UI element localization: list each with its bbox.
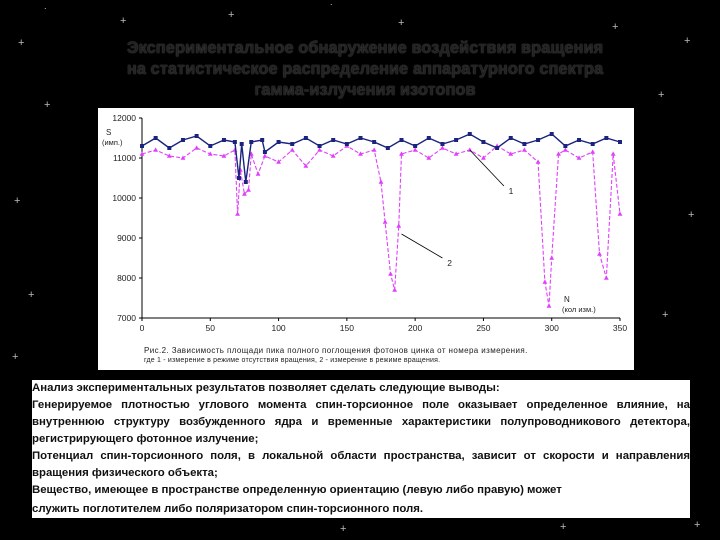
series-point-2 — [536, 159, 541, 163]
x-tick-label: 200 — [408, 323, 423, 333]
series-point-1 — [577, 138, 581, 142]
star-decoration: + — [28, 289, 35, 301]
star-decoration: + — [340, 523, 347, 535]
series-point-2 — [396, 223, 401, 227]
y-tick-label: 9000 — [117, 233, 136, 243]
series-point-2 — [549, 255, 554, 259]
star-decoration: + — [662, 309, 669, 321]
star-decoration: + — [398, 17, 405, 29]
series-point-2 — [263, 153, 268, 157]
star-decoration: + — [560, 521, 567, 533]
conclusion-item-1: Генерируемое плотностью углового момента спин-торсионное поле оказывает определенное влияние, на внутреннюю структуру возбужденного ядра и временные характеристики полупроводникового детектора, регистрирующего фотонное излучение; — [32, 399, 690, 445]
star-decoration: + — [684, 35, 691, 47]
y-tick-label: 11000 — [112, 153, 136, 163]
slide-title-line-1: Экспериментальное обнаружение воздействия вращения — [126, 39, 604, 57]
series-point-2 — [372, 147, 377, 151]
series-point-1 — [522, 142, 526, 146]
series-point-1 — [318, 144, 322, 148]
series-point-1 — [154, 136, 158, 140]
series-point-1 — [550, 132, 554, 136]
x-tick-label: 150 — [339, 323, 354, 333]
series-point-1 — [509, 136, 513, 140]
series-point-1 — [454, 138, 458, 142]
conclusions-text — [32, 380, 690, 518]
figure-caption — [144, 346, 624, 366]
annotation-leader — [401, 234, 442, 258]
slide-title-line-2: на статистическое распределение аппаратурного спектра — [126, 60, 604, 78]
series-point-1 — [167, 146, 171, 150]
series-point-1 — [263, 150, 267, 154]
series-point-1 — [536, 138, 540, 142]
star-decoration: + — [14, 195, 21, 207]
star-decoration: + — [120, 15, 127, 27]
series-point-1 — [140, 144, 144, 148]
series-point-2 — [388, 271, 393, 275]
star-decoration: + — [44, 99, 51, 111]
series-point-1 — [413, 144, 417, 148]
x-tick-label: 50 — [205, 323, 216, 333]
x-axis-label: N — [564, 295, 570, 304]
star-decoration: + — [658, 89, 665, 101]
series-point-1 — [240, 142, 244, 146]
series-point-1 — [440, 142, 444, 146]
series-point-2 — [235, 211, 240, 215]
series-point-1 — [359, 136, 363, 140]
series-point-2 — [256, 171, 261, 175]
series-point-1 — [290, 142, 294, 146]
series-point-2 — [597, 251, 602, 255]
series-point-1 — [208, 144, 212, 148]
caption-line-2: где 1 - измерение в режиме отсутствия вращения, 2 - измерение в режиме вращения. — [144, 357, 441, 364]
series-point-1 — [495, 146, 499, 150]
series-point-1 — [563, 144, 567, 148]
annotation-label: 2 — [447, 258, 452, 268]
series-line-1 — [142, 134, 620, 182]
series-point-1 — [399, 138, 403, 142]
star-decoration: ˙ — [44, 7, 48, 19]
series-point-2 — [611, 151, 616, 155]
series-point-1 — [233, 140, 237, 144]
series-point-1 — [222, 138, 226, 142]
y-tick-label: 12000 — [112, 113, 136, 123]
series-point-2 — [547, 303, 552, 307]
series-point-1 — [277, 140, 281, 144]
star-decoration: + — [694, 519, 701, 531]
slide-title — [60, 38, 670, 101]
star-decoration: + — [18, 37, 25, 49]
series-point-2 — [556, 151, 561, 155]
series-point-2 — [542, 279, 547, 283]
star-decoration: + — [688, 209, 695, 221]
x-tick-label: 350 — [612, 323, 628, 333]
series-point-2 — [440, 145, 445, 149]
series-point-2 — [383, 219, 388, 223]
conclusion-item-3: Вещество, имеющее в пространстве определенную ориентацию (левую либо правую) может — [32, 484, 562, 496]
conclusion-intro: Анализ экспериментальных результатов позволяет сделать следующие выводы: — [32, 382, 500, 394]
series-point-2 — [413, 147, 418, 151]
series-point-2 — [194, 145, 199, 149]
series-point-2 — [246, 187, 251, 191]
y-tick-label: 10000 — [112, 193, 136, 203]
star-decoration: + — [12, 351, 19, 363]
series-point-2 — [290, 147, 295, 151]
series-point-2 — [317, 147, 322, 151]
series-point-2 — [590, 149, 595, 153]
slide-title-line-3: гамма-излучения изотопов — [254, 81, 476, 99]
y-tick-label: 7000 — [117, 313, 136, 323]
star-decoration: + — [228, 9, 235, 21]
series-point-2 — [563, 147, 568, 151]
x-tick-label: 300 — [544, 323, 559, 333]
line-chart — [98, 108, 634, 370]
series-point-1 — [481, 140, 485, 144]
series-point-1 — [331, 138, 335, 142]
series-point-2 — [467, 147, 472, 151]
series-point-1 — [249, 140, 253, 144]
y-axis-unit: (имп.) — [102, 138, 123, 147]
series-line-2 — [142, 146, 620, 306]
conclusion-item-2: Потенциал спин-торсионного поля, в локальной области пространства, зависит от скорости и направления вращения физического объекта; — [32, 450, 690, 479]
series-point-1 — [244, 180, 248, 184]
series-point-1 — [260, 138, 264, 142]
series-point-2 — [379, 179, 384, 183]
star-decoration: ˙ — [330, 3, 334, 15]
series-point-1 — [591, 142, 595, 146]
series-point-1 — [237, 176, 241, 180]
series-point-1 — [427, 136, 431, 140]
series-point-1 — [386, 146, 390, 150]
conclusion-item-3-end: служить поглотителем либо поляризатором спин-торсионного поля. — [32, 503, 424, 515]
series-point-1 — [604, 136, 608, 140]
series-point-2 — [618, 211, 623, 215]
star-decoration: + — [612, 21, 619, 33]
x-tick-label: 250 — [476, 323, 491, 333]
annotation-leader — [470, 150, 504, 186]
series-point-2 — [604, 275, 609, 279]
x-tick-label: 100 — [271, 323, 286, 333]
series-point-1 — [468, 132, 472, 136]
series-point-2 — [153, 147, 158, 151]
series-point-1 — [618, 140, 622, 144]
series-point-1 — [345, 142, 349, 146]
y-axis-label: S — [106, 128, 112, 137]
caption-line-1: Рис.2. Зависимость площади пика полного поглощения фотонов цинка от номера измерения. — [144, 346, 528, 355]
x-axis-unit: (кол изм.) — [562, 305, 596, 314]
series-point-1 — [372, 140, 376, 144]
chart-panel — [98, 108, 634, 370]
series-point-2 — [392, 287, 397, 291]
x-tick-label: 0 — [139, 323, 145, 333]
y-tick-label: 8000 — [117, 273, 136, 283]
annotation-label: 1 — [508, 186, 514, 196]
series-point-1 — [304, 136, 308, 140]
series-point-1 — [195, 134, 199, 138]
series-point-2 — [522, 147, 527, 151]
series-point-2 — [181, 155, 186, 159]
series-point-1 — [181, 138, 185, 142]
